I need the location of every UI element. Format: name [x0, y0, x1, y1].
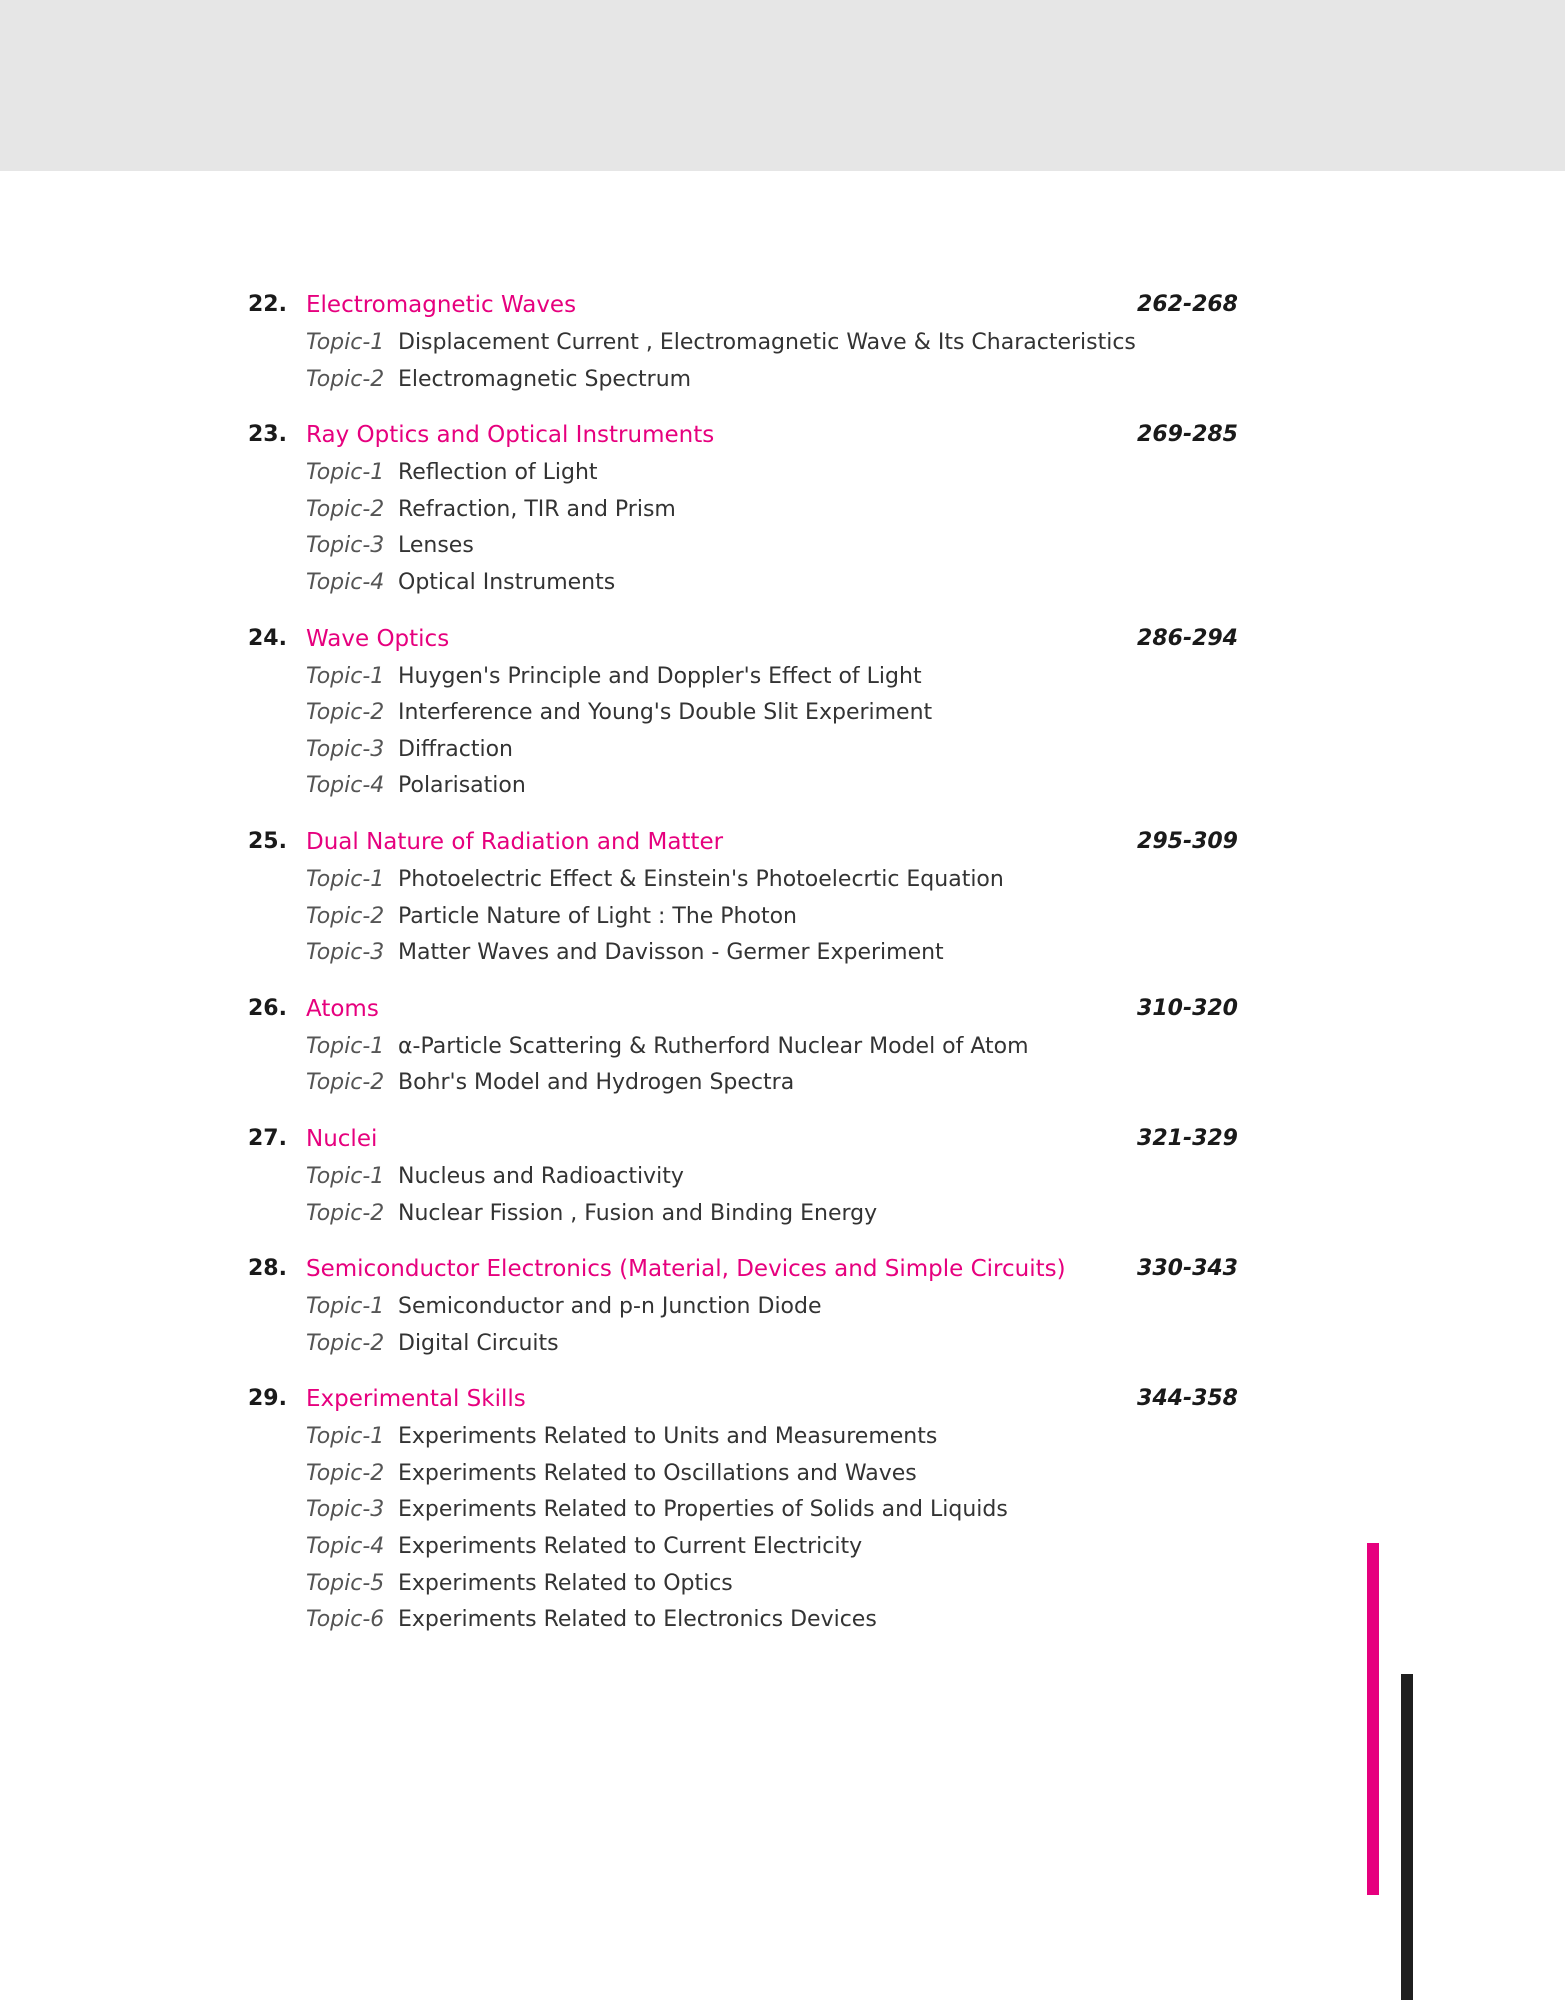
topic-row [248, 1326, 1238, 1363]
topic-title: Experiments Related to Properties of Solids and Liquids [398, 1497, 1008, 1523]
chapter-page-range: 344-358 [1137, 1386, 1238, 1412]
chapter-title: Semiconductor Electronics (Material, Devices and Simple Circuits) [306, 1256, 1066, 1283]
topic-row [248, 732, 1238, 769]
toc-chapter [248, 1379, 1238, 1639]
topic-title: Reflection of Light [398, 460, 598, 486]
chapter-number: 25. [248, 828, 287, 854]
topic-title: Digital Circuits [398, 1330, 559, 1356]
chapter-page-range: 310-320 [1137, 995, 1238, 1021]
topic-label: Topic-1 [306, 1294, 385, 1320]
topic-row [248, 862, 1238, 899]
topic-row [248, 1602, 1238, 1639]
topic-row [248, 695, 1238, 732]
topic-row [248, 1159, 1238, 1196]
topic-row [248, 1456, 1238, 1493]
topic-row [248, 1289, 1238, 1326]
chapter-number: 29. [248, 1386, 287, 1412]
chapter-number: 26. [248, 995, 287, 1021]
chapter-number: 23. [248, 422, 287, 448]
topic-label: Topic-5 [306, 1570, 385, 1596]
chapter-heading [248, 415, 1238, 455]
topic-title: Matter Waves and Davisson - Germer Experiment [398, 940, 944, 966]
toc-chapter [248, 415, 1238, 601]
chapter-title: Atoms [306, 995, 379, 1022]
chapter-title: Dual Nature of Radiation and Matter [306, 828, 724, 855]
topic-label: Topic-2 [306, 1330, 385, 1356]
topic-row [248, 1419, 1238, 1456]
toc-chapter [248, 822, 1238, 972]
topic-row [248, 565, 1238, 602]
chapter-title: Wave Optics [306, 625, 450, 652]
chapter-page-range: 286-294 [1137, 625, 1238, 651]
topic-title: Nuclear Fission , Fusion and Binding Energy [398, 1200, 878, 1226]
topic-row [248, 492, 1238, 529]
topic-label: Topic-3 [306, 736, 385, 762]
toc-chapter [248, 989, 1238, 1102]
topic-label: Topic-2 [306, 1070, 385, 1096]
topic-title: Electromagnetic Spectrum [398, 366, 692, 392]
chapter-page-range: 321-329 [1137, 1125, 1238, 1151]
chapter-heading [248, 822, 1238, 862]
topic-title: Lenses [398, 533, 474, 559]
chapter-heading [248, 619, 1238, 659]
topic-label: Topic-1 [306, 1163, 385, 1189]
toc-chapter [248, 285, 1238, 398]
toc-chapter [248, 619, 1238, 805]
topic-row [248, 1529, 1238, 1566]
chapter-heading [248, 1249, 1238, 1289]
topic-row [248, 935, 1238, 972]
topic-title: Diffraction [398, 736, 513, 762]
topic-row [248, 455, 1238, 492]
topic-title: Experiments Related to Current Electricity [398, 1534, 863, 1560]
topic-title: Particle Nature of Light : The Photon [398, 903, 797, 929]
chapter-heading [248, 989, 1238, 1029]
topic-title: Optical Instruments [398, 569, 616, 595]
topic-label: Topic-3 [306, 533, 385, 559]
chapter-number: 28. [248, 1256, 287, 1282]
topic-label: Topic-6 [306, 1607, 385, 1633]
topic-label: Topic-2 [306, 496, 385, 522]
chapter-page-range: 262-268 [1137, 292, 1238, 317]
toc-chapter [248, 1119, 1238, 1232]
topic-title: Nucleus and Radioactivity [398, 1163, 684, 1189]
topic-label: Topic-2 [306, 1200, 385, 1226]
topic-label: Topic-4 [306, 773, 385, 799]
chapter-heading [248, 285, 1238, 325]
topic-label: Topic-2 [306, 700, 385, 726]
chapter-title: Nuclei [306, 1125, 378, 1152]
topic-title: α-Particle Scattering & Rutherford Nuclear Model of Atom [398, 1033, 1029, 1059]
topic-label: Topic-1 [306, 1033, 385, 1059]
topic-label: Topic-1 [306, 330, 385, 355]
topic-label: Topic-1 [306, 1424, 385, 1450]
chapter-title: Electromagnetic Waves [306, 292, 577, 318]
topic-row [248, 1029, 1238, 1066]
topic-label: Topic-1 [306, 866, 385, 892]
topic-row [248, 362, 1238, 399]
topic-title: Photoelectric Effect & Einstein's Photoelecrtic Equation [398, 866, 1004, 892]
topic-label: Topic-4 [306, 1534, 385, 1560]
header-band [0, 0, 1565, 171]
topic-label: Topic-3 [306, 1497, 385, 1523]
topic-title: Experiments Related to Electronics Devices [398, 1607, 877, 1633]
topic-row [248, 899, 1238, 936]
topic-row [248, 1065, 1238, 1102]
topic-title: Experiments Related to Optics [398, 1570, 733, 1596]
chapter-number: 22. [248, 292, 287, 317]
chapter-page-range: 330-343 [1137, 1256, 1238, 1282]
topic-title: Semiconductor and p-n Junction Diode [398, 1294, 822, 1320]
table-of-contents [248, 285, 1238, 1656]
topic-label: Topic-4 [306, 569, 385, 595]
topic-label: Topic-2 [306, 903, 385, 929]
chapter-title: Experimental Skills [306, 1386, 526, 1413]
chapter-number: 24. [248, 625, 287, 651]
topic-title: Experiments Related to Units and Measurements [398, 1424, 938, 1450]
topic-row [248, 1492, 1238, 1529]
topic-title: Refraction, TIR and Prism [398, 496, 676, 522]
topic-row [248, 659, 1238, 696]
topic-title: Bohr's Model and Hydrogen Spectra [398, 1070, 795, 1096]
decorative-pink-bar [1367, 1543, 1379, 1895]
chapter-page-range: 295-309 [1137, 828, 1238, 854]
topic-title: Huygen's Principle and Doppler's Effect of Light [398, 663, 922, 689]
topic-row [248, 1196, 1238, 1233]
chapter-page-range: 269-285 [1137, 422, 1238, 448]
chapter-heading [248, 1119, 1238, 1159]
topic-row [248, 528, 1238, 565]
topic-title: Interference and Young's Double Slit Experiment [398, 700, 933, 726]
topic-label: Topic-2 [306, 1460, 385, 1486]
decorative-black-bar [1401, 1674, 1413, 2000]
topic-label: Topic-2 [306, 366, 385, 392]
toc-chapter [248, 1249, 1238, 1362]
topic-title: Polarisation [398, 773, 526, 799]
chapter-title: Ray Optics and Optical Instruments [306, 422, 715, 449]
topic-row [248, 325, 1238, 362]
chapter-heading [248, 1379, 1238, 1419]
topic-row [248, 1566, 1238, 1603]
topic-label: Topic-1 [306, 663, 385, 689]
topic-label: Topic-1 [306, 460, 385, 486]
chapter-number: 27. [248, 1125, 287, 1151]
topic-row [248, 768, 1238, 805]
topic-title: Experiments Related to Oscillations and Waves [398, 1460, 917, 1486]
topic-title: Displacement Current , Electromagnetic Wave & Its Characteristics [398, 330, 1136, 355]
topic-label: Topic-3 [306, 940, 385, 966]
